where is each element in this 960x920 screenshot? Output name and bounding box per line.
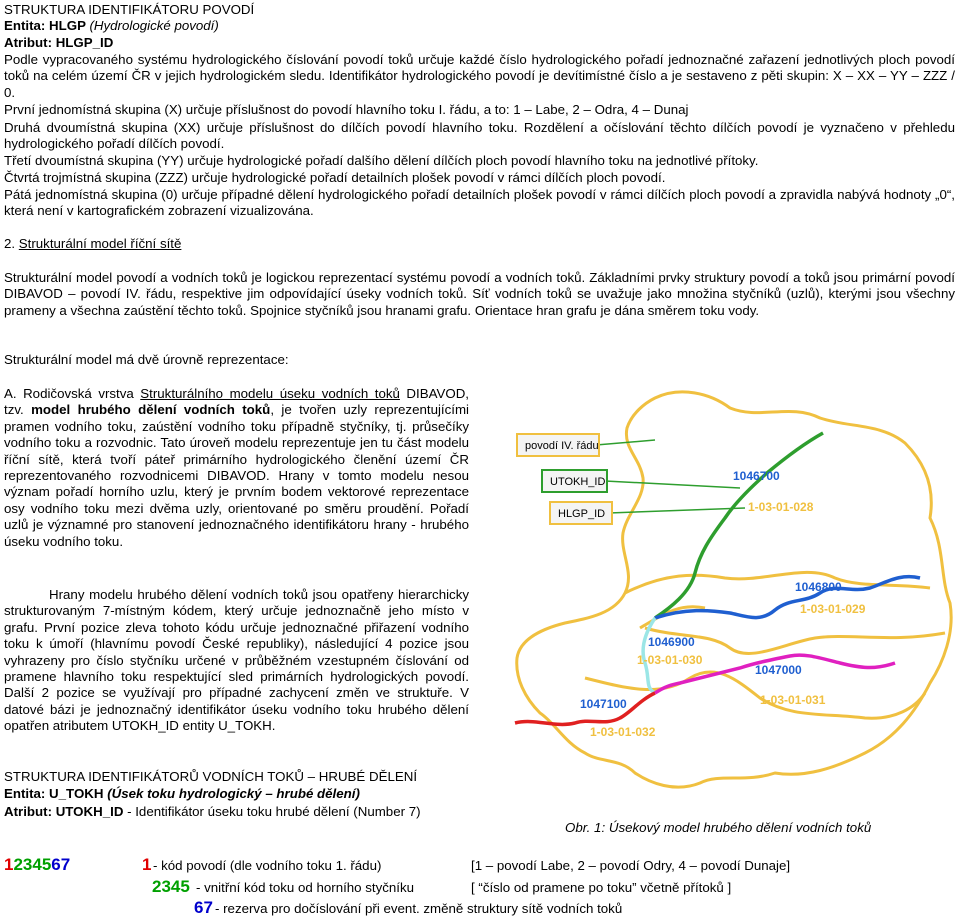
intro-paragraph-3: Druhá dvoumístná skupina (XX) určuje příslušnost do dílčích povodí hlavního toku. Rozdělení a očíslování těchto dílčích povodí je vyznačeno v přehledu hydrologického pořadí dílčích povodí.	[4, 120, 955, 152]
layer-a-bold: model hrubého dělení vodních toků	[31, 402, 271, 418]
river-model-figure	[505, 378, 955, 808]
section-2-paragraph-2: Strukturální model má dvě úrovně reprezentace:	[4, 352, 289, 367]
intro-paragraph-1: Podle vypracovaného systému hydrologického číslování povodí toků určuje každé číslo hydrologického pořadí jednoznačné zařazení jednotlivých ploch povodí toků na celém území ČR v jejich hydrologickém sledu. Identifikátor hydrologického povodí je devítimístné číslo a je sestaveno z pěti skupin: X – XX – YY – ZZZ / 0.	[4, 52, 955, 100]
page-title: STRUKTURA IDENTIFIKÁTORU POVODÍ	[4, 2, 255, 17]
entity-label: Entita: HLGP	[4, 18, 86, 33]
basin-divider-3	[585, 672, 925, 718]
layer-a-prefix: A. Rodičovská vrstva	[4, 386, 141, 401]
label-1-03-01-030: 1-03-01-030	[637, 653, 703, 667]
label-1047100: 1047100	[580, 697, 627, 711]
label-1046700: 1046700	[733, 469, 780, 483]
connector-utokh	[605, 481, 740, 488]
label-1046900: 1046900	[648, 635, 695, 649]
code-row-1-text: - kód povodí (dle vodního toku 1. řádu)	[153, 858, 382, 873]
digits-67: 67	[51, 855, 71, 874]
label-1-03-01-028: 1-03-01-028	[748, 500, 814, 514]
code-row-2	[4, 877, 954, 899]
section-2-number: 2.	[4, 236, 16, 251]
code-digits-full	[4, 855, 70, 875]
layer-a-paragraph-2: Hrany modelu hrubého dělení vodních toků jsou opatřeny hierarchicky strukturovaným 7-místným kódem, který určuje jednoznačně jeho místo v grafu. První pozice zleva tohoto kódu určuje jednoznačné přiřazení vodního toku k úmoří (hlavnímu povodí České republiky), následující 4 pozice jsou vyhrazeny pro číslo styčníku určené v průběžném vzestupném číslování od pramene hlavního toku respektující sled primárních hydrologických povodí. Další 2 pozice se využívají pro případné zachycení změn ve struktuře. V datové bázi je jednoznačný identifikátor úseku vodního toku hrubého dělení opatřen atributem UTOKH_ID entity U_TOKH.	[4, 587, 469, 734]
box-utokh-label: UTOKH_ID	[550, 476, 606, 488]
entity-line	[4, 18, 219, 34]
intro-paragraph-5: Čtvrtá trojmístná skupina (ZZZ) určuje hydrologické pořadí detailních plošek povodí v rámci dílčích ploch povodí.	[4, 170, 666, 185]
digits-2345: 2345	[13, 855, 52, 874]
layer-a-link-text: Strukturálního modelu úseku vodních toků	[140, 386, 400, 401]
intro-paragraph-6: Pátá jednomístná skupina (0) určuje případné dělení hydrologického pořadí detailních plošek povodí v rámci dílčích ploch povodí a zpravidla nabývá hodnoty „0“, která není v kartografickém zobrazení vizualizována.	[4, 187, 955, 219]
digit-1: 1	[4, 855, 14, 874]
code-row-1-digit: 1	[142, 855, 152, 874]
connector-hlgp	[609, 508, 745, 513]
intro-paragraph-2: První jednomístná skupina (X) určuje příslušnost do povodí hlavního toku I. řádu, a to: 1 – Labe, 2 – Odra, 4 – Dunaj	[4, 102, 689, 117]
code-row-3-text: - rezerva pro dočíslování při event. změně struktury sítě vodních toků	[215, 901, 623, 916]
code-row-2-digits: 2345	[152, 877, 190, 896]
layer-a-rest: , je tvořen uzly reprezentujícími pramen vodního toku, zaústění vodního toku případně styčníky, tj. průsečíky vodního toku a rozvodnic. Tato úroveň modelu reprezentuje jen tu část modelu říční sítě, která tvoří páteř primárního hydrologického členění území ČR reprezentovaného rozvodnicemi DIBAVOD. Hrany v tomto modelu nesou význam pořadí horního uzlu, který je prvním bodem vektorové reprezentace osy vodního toku mezi dvěma uzly, orientované po směru proudění. Pořadí uzlů je významné pro stanovení jednoznačného identifikátoru hrany - hrubého úseku vodního toku.	[4, 402, 469, 549]
river-segment-blue	[655, 577, 920, 618]
section-3-attribute	[4, 804, 421, 820]
box-hlgp-label: HLGP_ID	[558, 508, 606, 520]
label-1-03-01-032: 1-03-01-032	[590, 725, 656, 739]
label-1046800: 1046800	[795, 580, 842, 594]
section-3-entity	[4, 786, 360, 802]
code-row-1	[4, 855, 954, 877]
layer-a-mid: DIBAVOD, tzv.	[4, 386, 469, 418]
label-1-03-01-029: 1-03-01-029	[800, 602, 866, 616]
entity-note: (Hydrologické povodí)	[89, 18, 219, 33]
code-row-3-digits: 67	[194, 898, 213, 917]
code-row-2-note: [ “číslo od pramene po toku” včetně přítoků ]	[471, 880, 732, 895]
river-model-diagram	[505, 378, 955, 808]
code-row-1-note: [1 – povodí Labe, 2 – povodí Odry, 4 – povodí Dunaje]	[471, 858, 791, 873]
figure-caption: Obr. 1: Úsekový model hrubého dělení vodních toků	[565, 820, 872, 835]
label-1-03-01-031: 1-03-01-031	[760, 693, 826, 707]
label-1047000: 1047000	[755, 663, 802, 677]
intro-paragraph-4: Třetí dvoumístná skupina (YY) určuje hydrologické pořadí dalšího dělení dílčích ploch povodí hlavního toku na jednotlivé přítoky.	[4, 153, 759, 168]
connector-povodi	[596, 440, 655, 445]
layer-a-paragraph	[4, 386, 469, 550]
box-povodi-label: povodí IV. řádu	[525, 440, 599, 452]
section-2-paragraph-1: Strukturální model povodí a vodních toků je logickou reprezentací systému povodí a vodních toků. Základními prvky struktury povodí a toků jsou primární povodí DIBAVOD – povodí IV. řádu, respektive jim odpovídající úseky vodních toků. Síť vodních toků se uvažuje jako množina styčníků (uzlů), kterými jsou všechny prameny a všechna zaústění těchto toků. Spojnice styčníků jsou hranami grafu. Orientace hran grafu je dána směrem toku vody.	[4, 270, 955, 318]
code-row-3	[4, 898, 954, 920]
section-3-entity-note: (Úsek toku hydrologický – hrubé dělení)	[107, 786, 360, 801]
attribute-line: Atribut: HLGP_ID	[4, 35, 114, 50]
section-3-title: STRUKTURA IDENTIFIKÁTORŮ VODNÍCH TOKŮ – HRUBÉ DĚLENÍ	[4, 769, 418, 784]
section-3-entity-label: Entita: U_TOKH	[4, 786, 104, 801]
code-row-2-text: - vnitřní kód toku od horního styčníku	[196, 880, 415, 895]
section-2-heading	[4, 236, 181, 252]
section-2-title: Strukturální model říční sítě	[18, 236, 182, 251]
section-3-attr-note: - Identifikátor úseku toku hrubé dělení (Number 7)	[123, 804, 421, 819]
section-3-attr-label: Atribut: UTOKH_ID	[4, 804, 124, 819]
